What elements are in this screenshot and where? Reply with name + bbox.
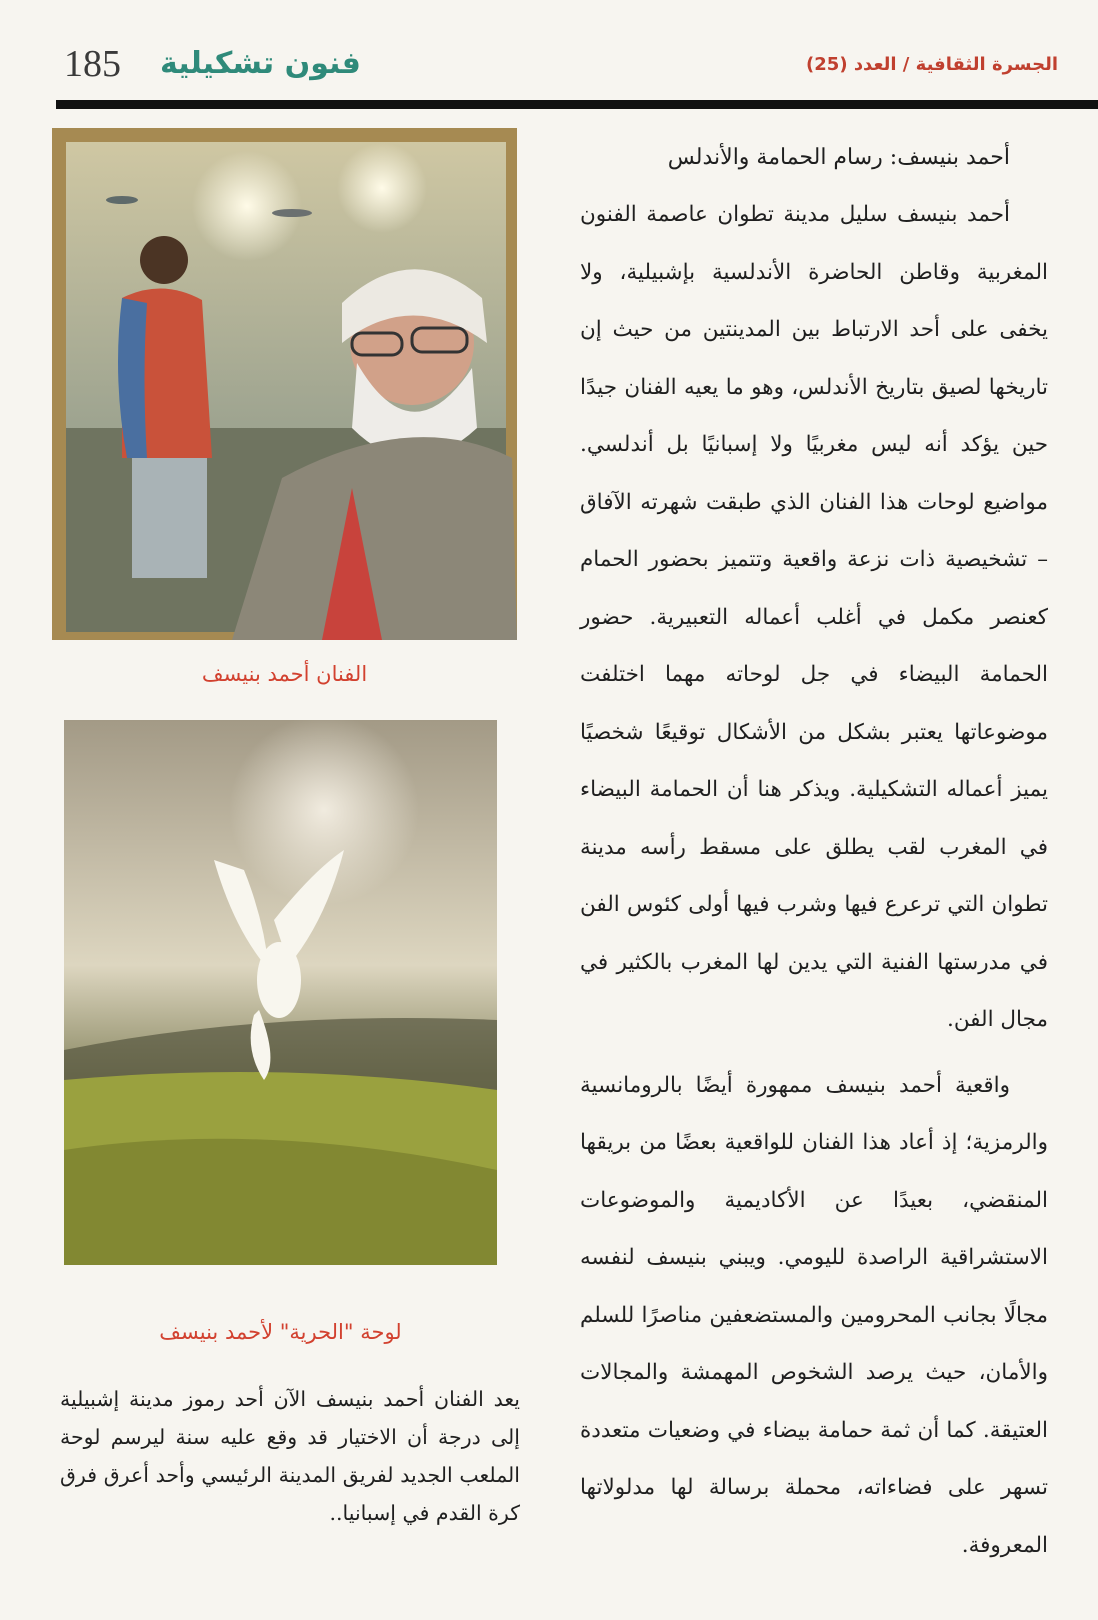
article-heading: أحمد بنيسف: رسام الحمامة والأندلس: [667, 145, 1010, 170]
artist-photo-illustration: [52, 128, 517, 640]
freedom-painting: [64, 720, 497, 1265]
side-paragraph: يعد الفنان أحمد بنيسف الآن أحد رموز مدينة إشبيلية إلى درجة أن الاختيار قد وقع عليه سنة ليرسم لوحة الملعب الجديد لفريق المدينة الرئيسي وأحد أعرق فرق كرة القدم في إسبانيا..: [60, 1387, 520, 1525]
journal-title: الجسرة الثقافية / العدد (25): [806, 54, 1058, 75]
side-text: [60, 1380, 520, 1532]
page-header: [0, 0, 1098, 110]
article-paragraph-2: واقعية أحمد بنيسف ممهورة أيضًا بالرومانسية والرمزية؛ إذ أعاد هذا الفنان للواقعية بعضًا من بريقها المنقضي، بعيدًا عن الأكاديمية والموضوعات الاستشراقية الراصدة لليومي. ويبني بنيسف لنفسه مجالًا بجانب المحرومين والمستضعفين مناصرًا للسلم والأمان، حيث يرصد الشخوص المهمشة والمجالات العتيقة. كما أن ثمة حمامة بيضاء في وضعيات متعددة تسهر على فضاءاته، محملة برسالة لها مدلولاتها المعروفة.: [580, 1072, 1048, 1558]
freedom-painting-illustration: [64, 720, 497, 1265]
freedom-painting-caption: لوحة "الحرية" لأحمد بنيسف: [159, 1320, 402, 1344]
article: [580, 140, 1048, 1574]
artist-photo: [52, 128, 517, 640]
header-rule: [56, 100, 1098, 109]
page-number: 185: [64, 43, 121, 85]
artist-photo-caption: الفنان أحمد بنيسف: [201, 662, 368, 686]
section-title: فنون تشكيلية: [160, 46, 361, 81]
article-paragraph-1: أحمد بنيسف سليل مدينة تطوان عاصمة الفنون المغربية وقاطن الحاضرة الأندلسية بإشبيلية، ولا يخفى على أحد الارتباط بين المدينتين من حيث إن تاريخها لصيق بتاريخ الأندلس، وهو ما يعيه الفنان جيدًا حين يؤكد أنه ليس مغربيًا ولا إسبانيًا بل أندلسي. مواضيع لوحات هذا الفنان الذي طبقت شهرته الآفاق – تشخيصية ذات نزعة واقعية وتتميز بحضور الحمام كعنصر مكمل في أغلب أعماله التعبيرية. حضور الحمامة البيضاء في جل لوحاته مهما اختلفت موضوعاتها يعتبر بشكل من الأشكال توقيعًا شخصيًا يميز أعماله التشكيلية. ويذكر هنا أن الحمامة البيضاء في المغرب لقب يطلق على مسقط رأسه مدينة تطوان التي ترعرع فيها وشرب فيها أولى كئوس الفن في مدرستها الفنية التي يدين لها المغرب بالكثير في مجال الفن.: [580, 202, 1048, 1032]
